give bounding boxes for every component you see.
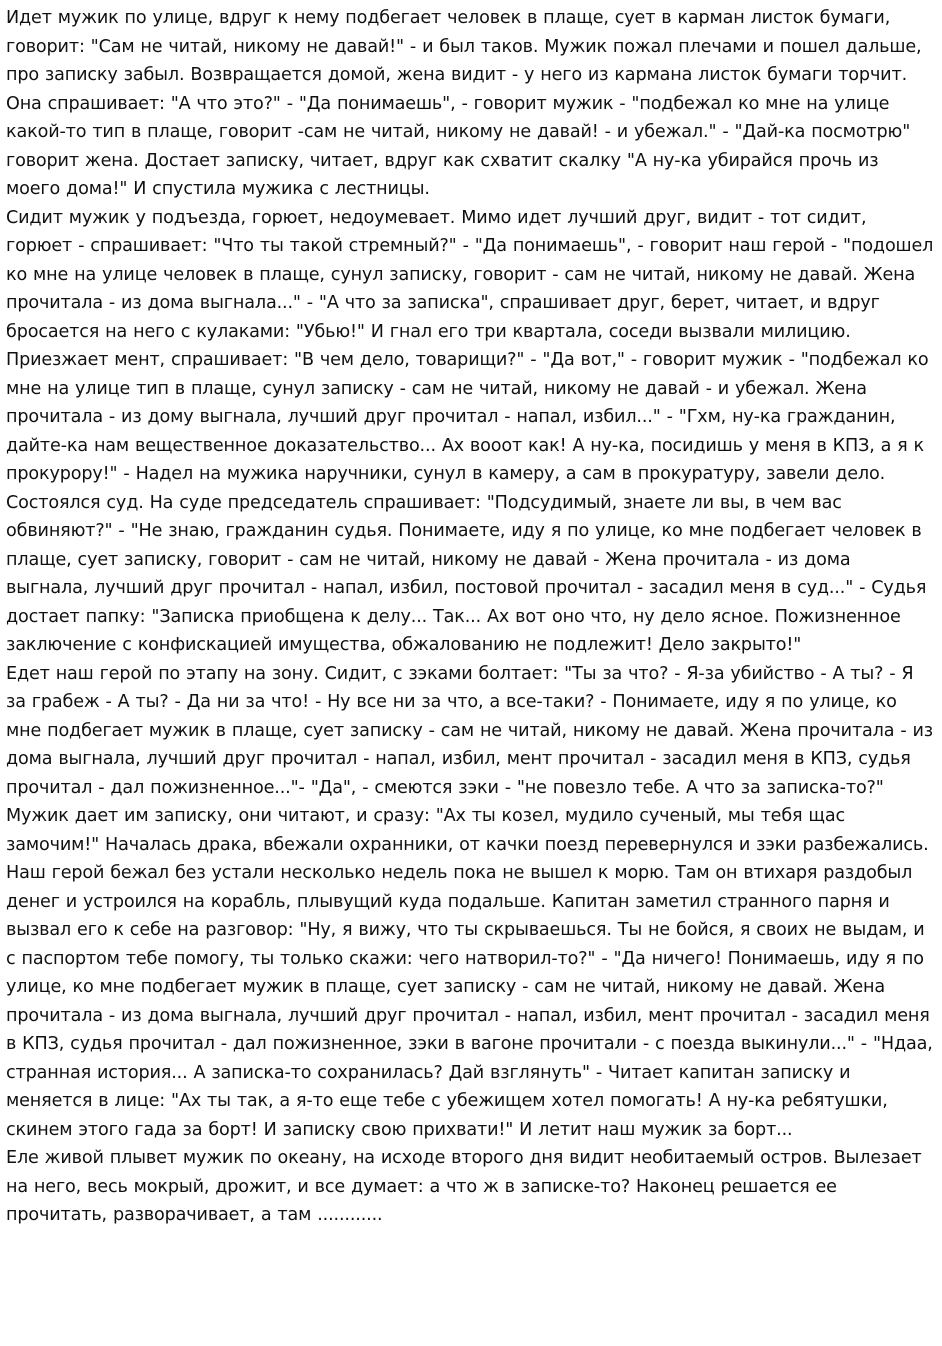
story-paragraph: Еле живой плывет мужик по океану, на исходе второго дня видит необитаемый остров. Вылезает на него, весь мокрый, дрожит, и все думает: а что ж в записке-то? Наконец решается ее прочитать, разворачивает, а там ............ — [6, 1148, 922, 1225]
story-paragraph: Едет наш герой по этапу на зону. Сидит, с зэками болтает: "Ты за что? - Я-за убийство - А ты? - Я за грабеж - А ты? - Да ни за что! - Ну все ни за что, а все-таки? - Понимаете, иду я по улице, ко мне подбегает мужик в плаще, сует записку - сам не читай, никому не давай. Жена прочитала - из дома выгнала, лучший друг прочитал - напал, избил, мент прочитал - засадил меня в КПЗ, судья прочитал - дал пожизненное..."- "Да", - смеются зэки - "не повезло тебе. А что за записка-то?" Мужик дает им записку, они читают, и сразу: "Ах ты козел, мудило сученый, мы тебя щас замочим!" Началась драка, вбежали охранники, от качки поезд перевернулся и зэки разбежались. — [6, 663, 933, 855]
story-paragraph: Идет мужик по улице, вдруг к нему подбегает человек в плаще, сует в карман листок бумаги, говорит: "Сам не читай, никому не давай!" - и был таков. Мужик пожал плечами и пошел дальше, про записку забыл. Возвращается домой, жена видит - у него из кармана листок бумаги торчит. Она спрашивает: "А что это?" - "Да понимаешь", - говорит мужик - "подбежал ко мне на улице какой-то тип в плаще, говорит -сам не читай, никому не давай! - и убежал." - "Дай-ка посмотрю" говорит жена. Достает записку, читает, вдруг как схватит скалку "А ну-ка убирайся прочь из моего дома!" И спустила мужика с лестницы. — [6, 8, 922, 199]
story-paragraph: Наш герой бежал без устали несколько недель пока не вышел к морю. Там он втихаря раздобыл денег и устроился на корабль, плывущий куда подальше. Капитан заметил странного парня и вызвал его к себе на разговор: "Ну, я вижу, что ты скрываешься. Ты не бойся, я своих не выдам, и с паспортом тебе помогу, ты только скажи: чего натворил-то?" - "Да ничего! Понимаешь, иду я по улице, ко мне подбегает мужик в плаще, сует записку - сам не читай, никому не давай. Жена прочитала - из дома выгнала, лучший друг прочитал - напал, избил, мент прочитал - засадил меня в КПЗ, судья прочитал - дал пожизненное, зэки в вагоне прочитали - с поезда выкинули..." - "Ндаа, странная история... А записка-то сохранилась? Дай взглянуть" - Читает капитан записку и меняется в лице: "Ах ты так, а я-то еще тебе с убежищем хотел помогать! А ну-ка ребятушки, скинем этого гада за борт! И записку свою прихвати!" И летит наш мужик за борт... — [6, 863, 933, 1140]
story-paragraph: Сидит мужик у подъезда, горюет, недоумевает. Мимо идет лучший друг, видит - тот сидит, горюет - спрашивает: "Что ты такой стремный?" - "Да понимаешь", - говорит наш герой - "подошел ко мне на улице человек в плаще, сунул записку, говорит - сам не читай, никому не давай. Жена прочитала - из дома выгнала..." - "А что за записка", спрашивает друг, берет, читает, и вдруг бросается на него с кулаками: "Убью!" И гнал его три квартала, соседи вызвали милицию. Приезжает мент, спрашивает: "В чем дело, товарищи?" - "Да вот," - говорит мужик - "подбежал ко мне на улице тип в плаще, сунул записку - сам не читай, никому не давай - и убежал. Жена прочитала - из дому выгнала, лучший друг прочитал - напал, избил..." - "Гхм, ну-ка гражданин, дайте-ка нам вещественное доказательство... Ах вооот как! А ну-ка, посидишь у меня в КПЗ, а я к прокурору!" - Надел на мужика наручники, сунул в камеру, а сам в прокуратуру, завели дело. — [6, 207, 934, 484]
story-paragraph: Состоялся суд. На суде председатель спрашивает: "Подсудимый, знаете ли вы, в чем вас обвиняют?" - "Не знаю, гражданин судья. Понимаете, иду я по улице, ко мне подбегает человек в плаще, сует записку, говорит - сам не читай, никому не давай - Жена прочитала - из дома выгнала, лучший друг прочитал - напал, избил, постовой прочитал - засадил меня в суд..." - Судья достает папку: "Записка приобщена к делу... Так... Ах вот оно что, ну дело ясное. Пожизненное заключение с конфискацией имущества, обжалованию не подлежит! Дело закрыто!" — [6, 492, 927, 655]
story-text-block — [6, 4, 934, 1230]
